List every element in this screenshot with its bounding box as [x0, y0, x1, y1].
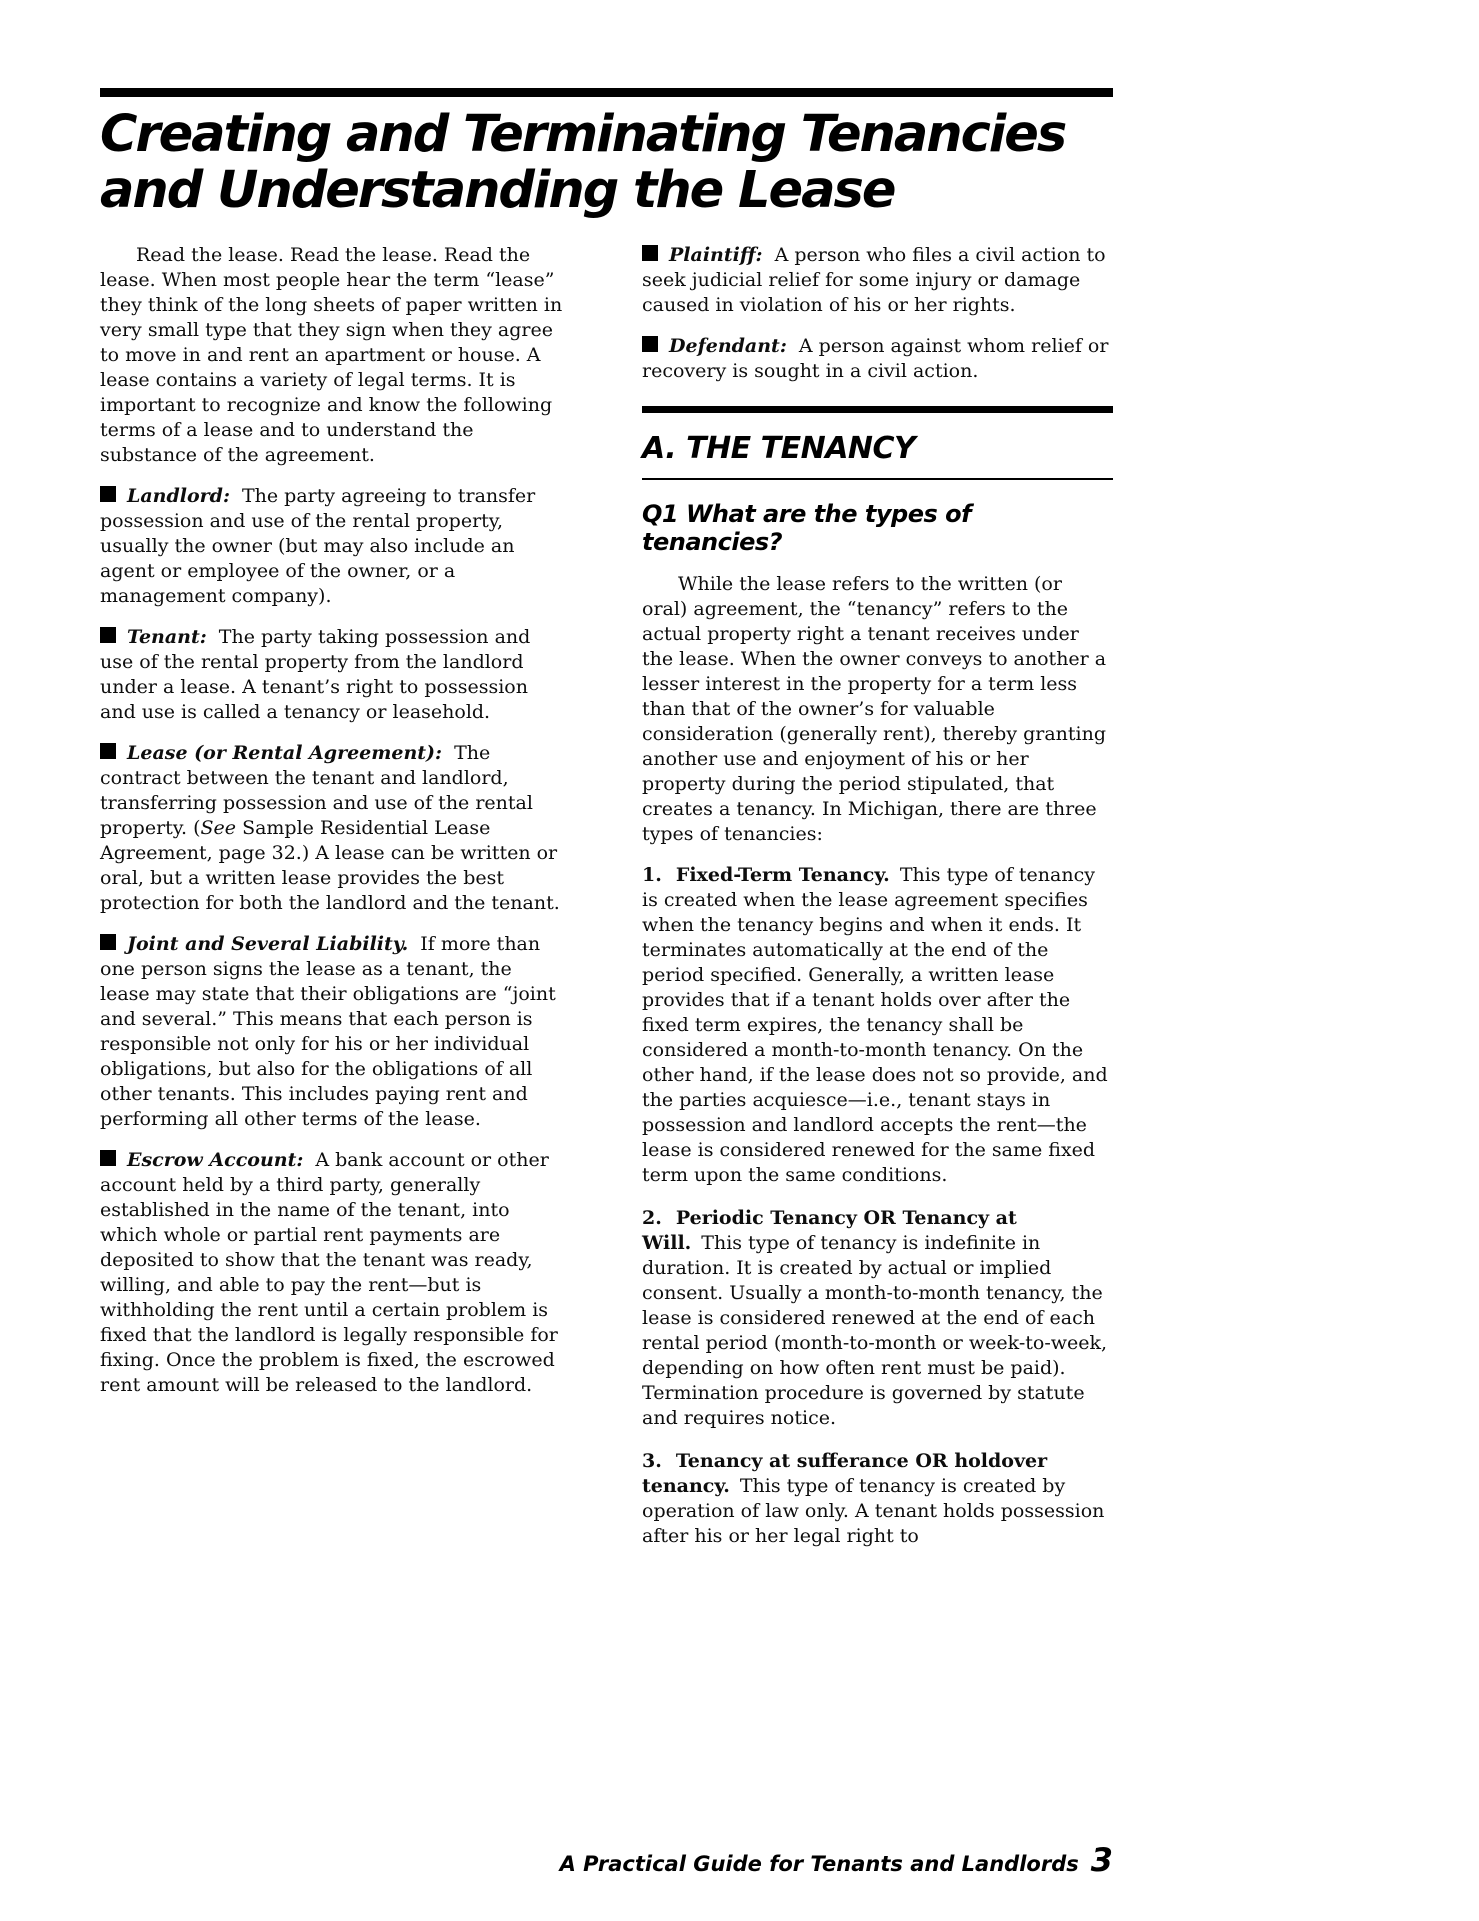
bullet-square-icon	[100, 627, 116, 643]
bullet-square-icon	[100, 1150, 116, 1166]
intro-paragraph: Read the lease. Read the lease. Read the lease. When most people hear the term “lease” they think of the long sheets of paper written in very small type that they sign when they agree to move in and rent an apartment or house. A lease contains a variety of legal terms. It is important to recognize and know the following terms of a lease and to understand the substance of the agreement.	[100, 244, 563, 467]
definition-item-escrow	[100, 1148, 566, 1398]
definition-text: A person who files a civil action to seek judicial relief for some injury or damage caused in violation of his or her rights.	[642, 244, 1106, 317]
page-title-line1: Creating and Terminating Tenancies	[100, 105, 1066, 164]
definition-term: Defendant:	[669, 335, 787, 358]
definition-text: Sample Residential Lease Agreement, page 32.) A lease can be written or oral, but a written lease provides the best protection for both the landlord and the tenant.	[100, 817, 560, 915]
item-number: 3.	[642, 1450, 662, 1473]
numbered-item-periodic	[642, 1206, 1113, 1431]
definition-term: Lease (or Rental Agreement):	[127, 742, 443, 765]
definition-item-lease	[100, 741, 566, 916]
definition-item-joint-several	[100, 932, 566, 1132]
two-column-layout	[100, 243, 1113, 1567]
bullet-square-icon	[642, 336, 658, 352]
section-rule-top	[642, 406, 1113, 413]
definition-text: If more than one person signs the lease as a tenant, the lease may state that their obligations are “joint and several.” This means that each person is responsible not only for his or her individual obligations, but also for the obligations of all other tenants. This includes paying rent and performing all other terms of the lease.	[100, 933, 556, 1131]
page-title	[100, 107, 1113, 219]
section-rule-bottom	[642, 478, 1113, 480]
definition-text: A person against whom relief or recovery is sought in a civil action.	[642, 335, 1109, 383]
definition-text: A bank account or other account held by a third party, generally established in the name of the tenant, into which whole or partial rent payments are deposited to show that the tenant was ready, willing, and able to pay the rent—but is withholding the rent until a certain problem is fixed that the landlord is legally responsible for fixing. Once the problem is fixed, the escrowed rent amount will be released to the landlord.	[100, 1149, 558, 1397]
definition-term: Tenant:	[127, 626, 207, 649]
definition-term: Escrow Account:	[127, 1149, 304, 1172]
question-heading: Q1 What are the types of tenancies?	[642, 500, 972, 557]
item-lead: Tenancy at sufferance OR holdover tenancy.	[642, 1450, 1048, 1498]
definition-term: Landlord:	[127, 485, 230, 508]
item-number: 2.	[642, 1207, 662, 1230]
page-title-line2: and Understanding the Lease	[100, 161, 895, 221]
definition-text-italic-see: See	[200, 817, 237, 840]
item-number: 1.	[642, 864, 662, 887]
definition-item-landlord	[100, 484, 566, 609]
footer	[560, 1841, 1113, 1879]
page-content	[100, 88, 1113, 1567]
definition-text: The party taking possession and use of the rental property from the landlord under a lease. A tenant’s right to possession and use is called a tenancy or leasehold.	[100, 626, 531, 724]
bullet-square-icon	[100, 934, 116, 950]
bullet-square-icon	[100, 743, 116, 759]
footer-text: A Practical Guide for Tenants and Landlords	[559, 1852, 1079, 1876]
definition-text: The party agreeing to transfer possession and use of the rental property, usually the owner (but may also include an agent or employee of the owner, or a management company).	[100, 485, 536, 608]
definition-term: Plaintiff:	[669, 244, 763, 267]
answer-paragraph: While the lease refers to the written (or oral) agreement, the “tenancy” refers to the actual property right a tenant receives under the lease. When the owner conveys to another a lesser interest in the property for a term less than that of the owner’s for valuable consideration (generally rent), thereby granting another use and enjoyment of his or her property during the period stipulated, that creates a tenancy. In Michigan, there are three types of tenancies:	[642, 573, 1107, 846]
definition-item-tenant	[100, 625, 566, 725]
item-text: This type of tenancy is created when the lease agreement specifies when the tenancy begins and when it ends. It terminates automatically at the end of the period specified. Generally, a written lease provides that if a tenant holds over after the fixed term expires, the tenancy shall be considered a month-to-month tenancy. On the other hand, if the lease does not so provide, and the parties acquiesce—i.e., tenant stays in possession and landlord accepts the rent—the lease is considered renewed for the same fixed term upon the same conditions.	[642, 864, 1108, 1187]
definition-text: The contract between the tenant and landlord, transferring possession and use of the rental property. (	[100, 742, 533, 840]
definition-term: Joint and Several Liability.	[127, 933, 409, 956]
numbered-item-sufferance	[642, 1449, 1113, 1549]
item-lead: Periodic Tenancy OR Tenancy at Will.	[642, 1207, 1017, 1255]
item-text: This type of tenancy is indefinite in duration. It is created by actual or implied consent. Usually a month-to-month tenancy, the lease is considered renewed at the end of each rental period (month-to-month or week-to-week, depending on how often rent must be paid). Termination procedure is governed by statute and requires notice.	[642, 1232, 1108, 1430]
right-column	[642, 243, 1113, 1567]
page-number: 3	[1090, 1841, 1113, 1879]
section-heading: A. THE TENANCY	[642, 431, 916, 467]
left-column	[100, 243, 566, 1414]
bullet-square-icon	[642, 245, 658, 261]
numbered-item-fixed-term	[642, 863, 1113, 1188]
definition-item-plaintiff	[642, 243, 1113, 318]
title-top-rule	[100, 88, 1113, 97]
item-lead: Fixed-Term Tenancy.	[675, 864, 890, 887]
section-heading-block	[642, 406, 1113, 480]
bullet-square-icon	[100, 486, 116, 502]
definition-item-defendant	[642, 334, 1113, 384]
item-text: This type of tenancy is created by operation of law only. A tenant holds possession after his or her legal right to	[642, 1475, 1105, 1548]
